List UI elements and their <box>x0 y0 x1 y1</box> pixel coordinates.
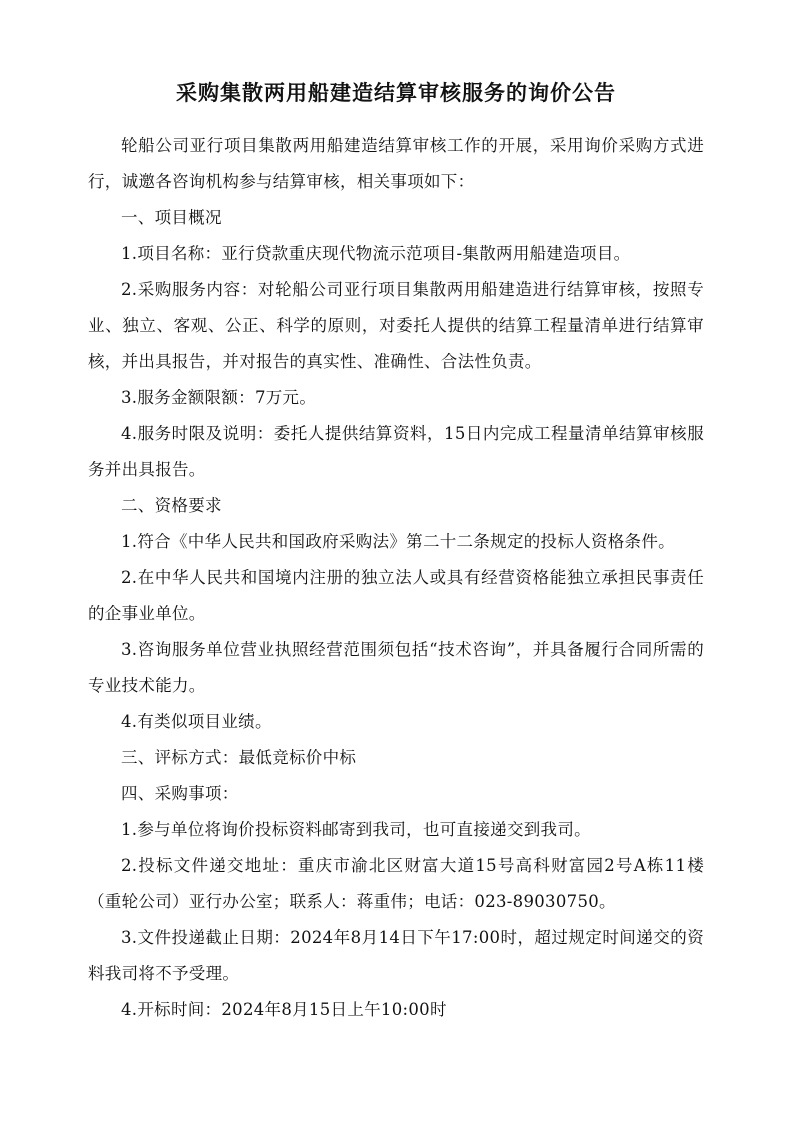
item-qualification-legal-person: 2.在中华人民共和国境内注册的独立法人或具有经营资格能独立承担民事责任的企事业单位。 <box>88 568 704 623</box>
item-submission-deadline: 3.文件投递截止日期：2024年8月14日下午17:00时，超过规定时间递交的资料我司将不予受理。 <box>88 928 704 983</box>
item-qualification-law: 1.符合《中华人民共和国政府采购法》第二十二条规定的投标人资格条件。 <box>121 532 675 551</box>
section-heading-procurement: 四、采购事项： <box>121 784 239 803</box>
item-submission-method: 1.参与单位将询价投标资料邮寄到我司，也可直接递交到我司。 <box>121 820 591 839</box>
item-qualification-experience: 4.有类似项目业绩。 <box>121 712 272 731</box>
item-service-content: 2.采购服务内容：对轮船公司亚行项目集散两用船建造进行结算审核，按照专业、独立、客观、公正、科学的原则，对委托人提供的结算工程量清单进行结算审核，并出具报告，并对报告的真实性、准确性、合法性负责。 <box>88 280 704 371</box>
item-opening-time: 4.开标时间：2024年8月15日上午10:00时 <box>121 1000 447 1019</box>
section-heading-evaluation: 三、评标方式：最低竞标价中标 <box>121 748 357 767</box>
section-heading-qualification: 二、资格要求 <box>121 496 222 515</box>
item-submission-address: 2.投标文件递交地址：重庆市渝北区财富大道15号高科财富园2号A栋11楼（重轮公司）亚行办公室；联系人：蒋重伟；电话：023-89030750。 <box>88 856 704 911</box>
item-service-amount: 3.服务金额限额：7万元。 <box>121 388 317 407</box>
intro-paragraph: 轮船公司亚行项目集散两用船建造结算审核工作的开展，采用询价采购方式进行，诚邀各咨询机构参与结算审核，相关事项如下： <box>88 136 704 191</box>
document-title: 采购集散两用船建造结算审核服务的询价公告 <box>176 81 616 105</box>
item-qualification-license: 3.咨询服务单位营业执照经营范围须包括“技术咨询”，并具备履行合同所需的专业技术能力。 <box>88 640 704 695</box>
section-heading-project-overview: 一、项目概况 <box>121 208 222 227</box>
item-service-time-limit: 4.服务时限及说明：委托人提供结算资料，15日内完成工程量清单结算审核服务并出具报告。 <box>88 424 704 479</box>
item-project-name: 1.项目名称：亚行贷款重庆现代物流示范项目-集散两用船建造项目。 <box>121 244 631 263</box>
